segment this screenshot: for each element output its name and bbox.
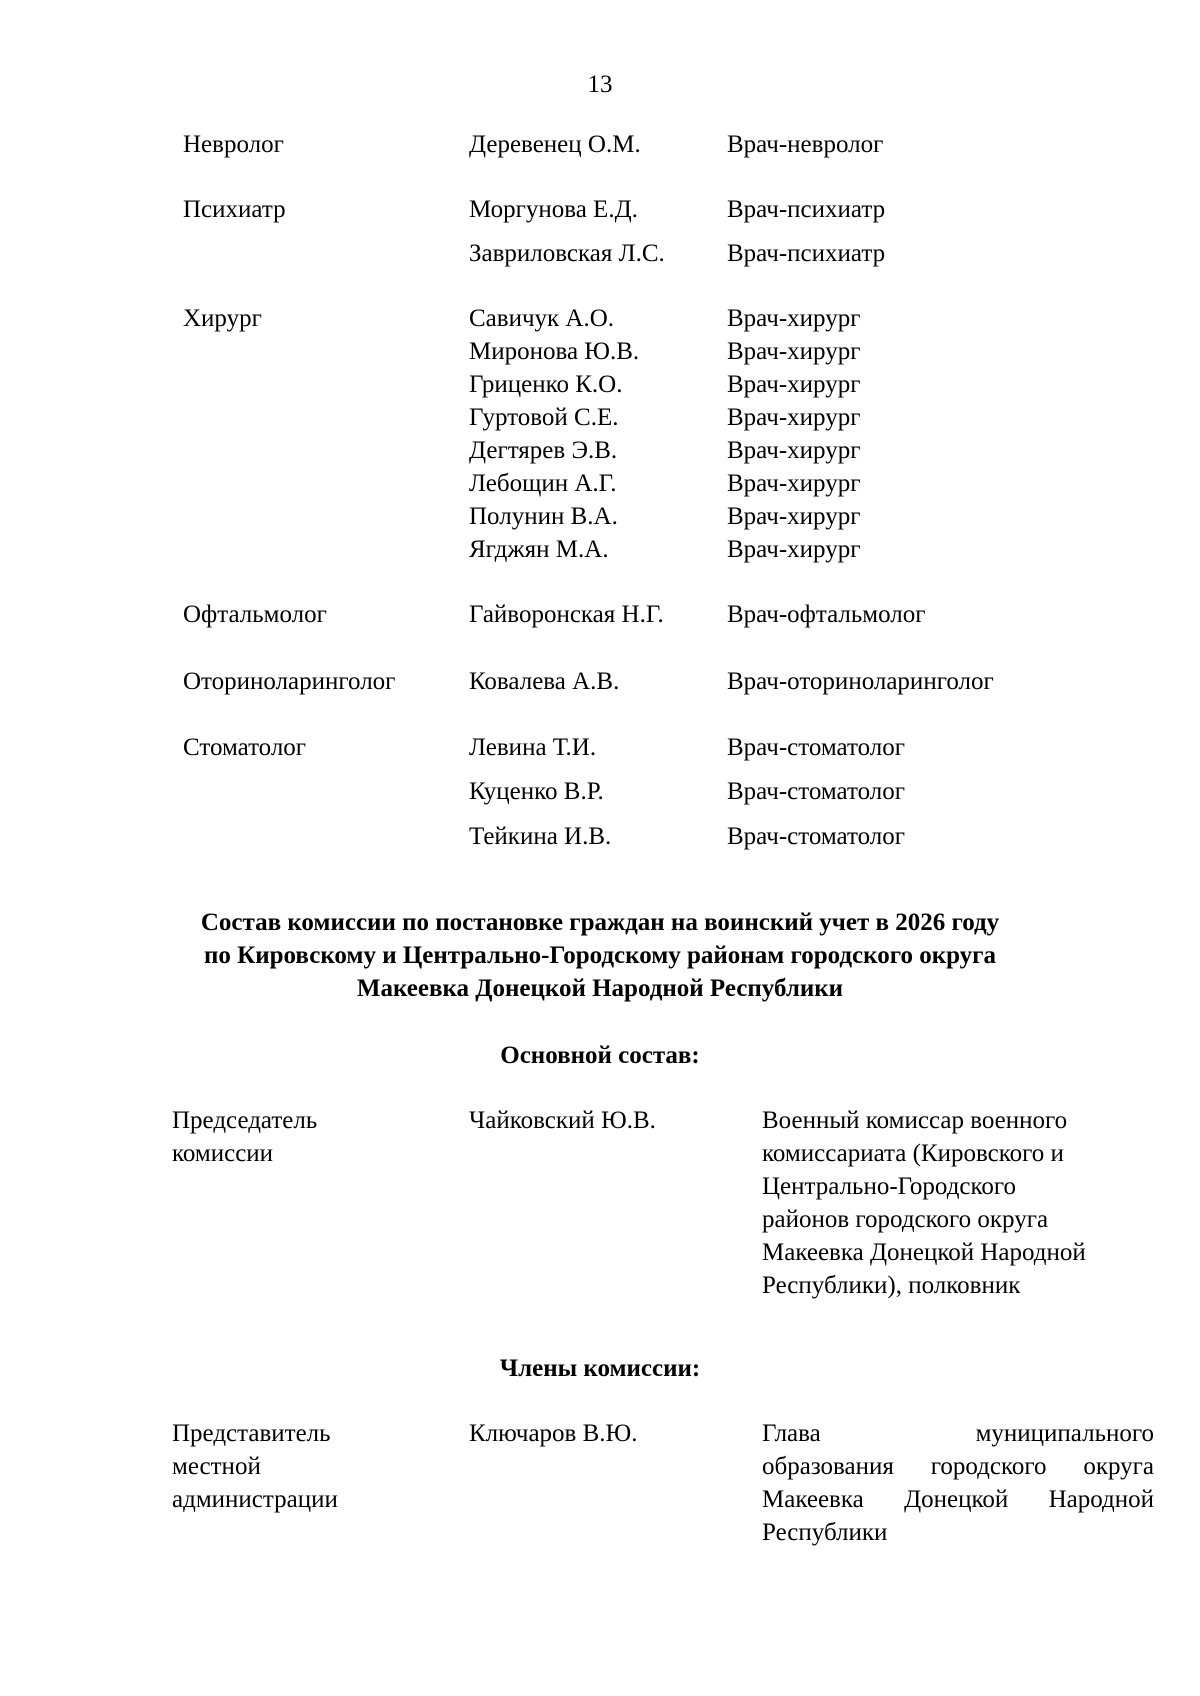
doctor-position: Врач-оториноларинголог (727, 668, 994, 695)
doctor-position: Врач-хирург (727, 371, 861, 398)
doctor-position: Врач-хирург (727, 536, 861, 563)
member-post-line: Республики (762, 1519, 888, 1546)
doctor-position: Врач-хирург (727, 470, 861, 497)
doctor-position: Врач-психиатр (727, 196, 886, 223)
members-heading: Члены комиссии: (499, 1355, 701, 1382)
doctor-position: Врач-хирург (727, 305, 861, 332)
doctor-name: Ягджян М.А. (469, 536, 609, 563)
commission-title-line: Состав комиссии по постановке граждан на воинский учет в 2026 году (200, 909, 1000, 936)
doctor-name: Ковалева А.В. (469, 668, 620, 695)
doctor-name: Моргунова Е.Д. (469, 196, 638, 223)
main-composition-heading: Основной состав: (500, 1042, 700, 1069)
specialty-label: Офтальмолог (183, 601, 327, 628)
chairman-role-line: комиссии (172, 1140, 274, 1167)
doctor-position: Врач-стоматолог (727, 734, 905, 761)
doctor-position: Врач-стоматолог (727, 823, 905, 850)
doctor-name: Савичук А.О. (469, 305, 615, 332)
specialty-label: Невролог (183, 131, 284, 158)
doctor-position: Врач-психиатр (727, 240, 886, 267)
chairman-post-line: Центрально-Городского (762, 1173, 1017, 1200)
doctor-name: Лебощин А.Г. (469, 470, 617, 497)
commission-title-line: по Кировскому и Центрально-Городскому районам городского округа (203, 942, 997, 969)
page-number: 13 (587, 71, 613, 98)
doctor-position: Врач-хирург (727, 437, 861, 464)
member-post-line: образования городского округа (762, 1453, 1154, 1480)
commission-title-line: Макеевка Донецкой Народной Республики (356, 975, 844, 1002)
chairman-post-line: районов городского округа (762, 1206, 1049, 1233)
member-post-line: Макеевка Донецкой Народной (762, 1486, 1154, 1513)
doctor-position: Врач-стоматолог (727, 778, 905, 805)
member-name: Ключаров В.Ю. (469, 1420, 638, 1447)
specialty-label: Оториноларинголог (183, 668, 396, 695)
doctor-position: Врач-хирург (727, 503, 861, 530)
doctor-name: Левина Т.И. (469, 734, 597, 761)
doctor-name: Полунин В.А. (469, 503, 618, 530)
doctor-name: Завриловская Л.С. (469, 240, 665, 267)
doctor-name: Гайворонская Н.Г. (469, 601, 664, 628)
doctor-position: Врач-хирург (727, 338, 861, 365)
specialty-label: Психиатр (183, 196, 286, 223)
doctor-name: Деревенец О.М. (469, 131, 641, 158)
member-role (172, 1417, 412, 1516)
doctor-name: Дегтярев Э.В. (469, 437, 618, 464)
specialty-label: Хирург (183, 305, 262, 332)
doctor-name: Тейкина И.В. (469, 823, 612, 850)
member-role-line: администрации (172, 1486, 338, 1513)
chairman-post-line: комиссариата (Кировского и (762, 1140, 1064, 1167)
member-role-line: Представитель (172, 1420, 331, 1447)
member-post (762, 1417, 1154, 1549)
member-role-line: местной (172, 1453, 261, 1480)
chairman-post-line: Макеевка Донецкой Народной (762, 1239, 1086, 1266)
doctor-name: Миронова Ю.В. (469, 338, 640, 365)
doctor-name: Гуртовой С.Е. (469, 404, 619, 431)
chairman-role-line: Председатель (172, 1107, 318, 1134)
chairman-post-line: Республики), полковник (762, 1272, 1021, 1299)
chairman-post-line: Военный комиссар военного (762, 1107, 1068, 1134)
specialty-label: Стоматолог (183, 734, 307, 761)
doctor-position: Врач-невролог (727, 131, 884, 158)
doctor-position: Врач-хирург (727, 404, 861, 431)
member-post-line: Глава муниципального (762, 1420, 1154, 1447)
doctor-position: Врач-офтальмолог (727, 601, 926, 628)
doctor-name: Гриценко К.О. (469, 371, 623, 398)
doctor-name: Куценко В.Р. (469, 778, 604, 805)
chairman-name: Чайковский Ю.В. (469, 1107, 656, 1134)
